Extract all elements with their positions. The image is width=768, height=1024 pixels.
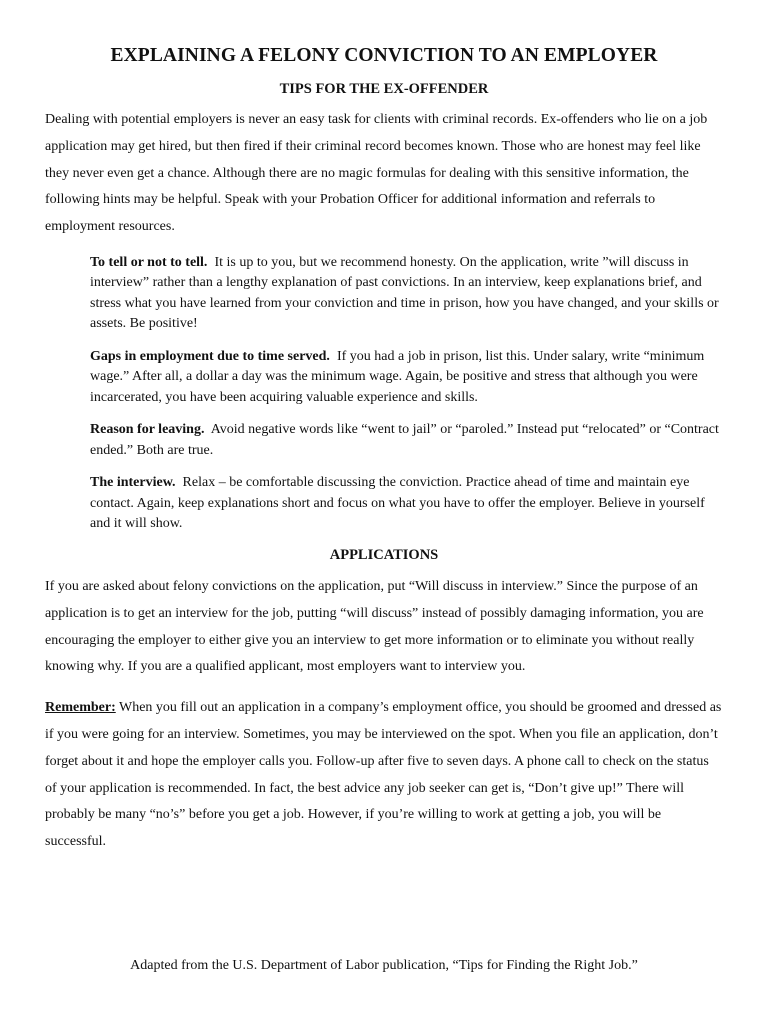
tip-text: If you had a job in prison, list this. Under salary, write “minimum wage.” After all, a dollar a day was the minimum wage. Again, be positive and stress that although you were incarcerated, you have been acquiring valuable experience and skills.	[90, 348, 705, 405]
tip-reason-for-leaving	[90, 420, 722, 461]
tip-tell-or-not	[90, 253, 722, 335]
tip-employment-gaps	[90, 347, 722, 409]
remember-text: When you fill out an application in a company’s employment office, you should be groomed and dressed as if you were going for an interview. Sometimes, you may be interviewed on the spot. When you file an application, don’t forget about it and hope the employer calls you. Follow-up after five to seven days. A phone call to check on the status of your application is recommended. In fact, the best advice any job seeker can get is, “Don’t give up!” There will probably be many “no’s” before you get a job. However, if you’re willing to work at getting a job, you will be successful.	[45, 700, 722, 850]
tip-heading: Reason for leaving.	[90, 422, 205, 438]
tips-list	[90, 253, 722, 535]
tip-heading: Gaps in employment due to time served.	[90, 348, 330, 364]
remember-paragraph	[45, 695, 723, 856]
tip-text: It is up to you, but we recommend honesty. On the application, write ”will discuss in interview” rather than a lengthy explanation of past convictions. In an interview, keep explanations brief, and stress what you have learned from your conviction and time in prison, how you have changed, and your skills or assets. Be positive!	[90, 254, 719, 332]
document-subtitle: TIPS FOR THE EX-OFFENDER	[279, 81, 489, 97]
intro-paragraph: Dealing with potential employers is never an easy task for clients with criminal records. Ex-offenders who lie on a job application may get hired, but then fired if their criminal record becomes known. Those who are honest may feel like they never even get a chance. Although there are no magic formulas for dealing with this sensitive information, the following hints may be helpful. Speak with your Probation Officer for additional information and referrals to employment resources.	[45, 112, 708, 235]
tip-the-interview	[90, 473, 722, 535]
tip-text: Relax – be comfortable discussing the conviction. Practice ahead of time and maintain eye contact. Again, keep explanations short and focus on what you have to offer the employer. Believe in yourself and it will show.	[90, 475, 705, 532]
tip-heading: To tell or not to tell.	[90, 254, 208, 270]
source-footer: Adapted from the U.S. Department of Labor publication, “Tips for Finding the Right Job.”	[130, 958, 638, 973]
applications-paragraph: If you are asked about felony convictions on the application, put “Will discuss in interview.” Since the purpose of an application is to get an interview for the job, putting “will discuss” instead of possibly damaging information, you are encouraging the employer to either give you an interview to get more information or to eliminate you without really knowing why. If you are a qualified applicant, most employers want to interview you.	[45, 578, 704, 675]
applications-heading: APPLICATIONS	[329, 546, 439, 563]
tip-heading: The interview.	[90, 475, 176, 491]
document-title: EXPLAINING A FELONY CONVICTION TO AN EMPLOYER	[110, 45, 658, 66]
remember-label: Remember:	[45, 700, 116, 716]
tip-text: Avoid negative words like “went to jail” or “paroled.” Instead put “relocated” or “Contract ended.” Both are true.	[90, 422, 719, 458]
